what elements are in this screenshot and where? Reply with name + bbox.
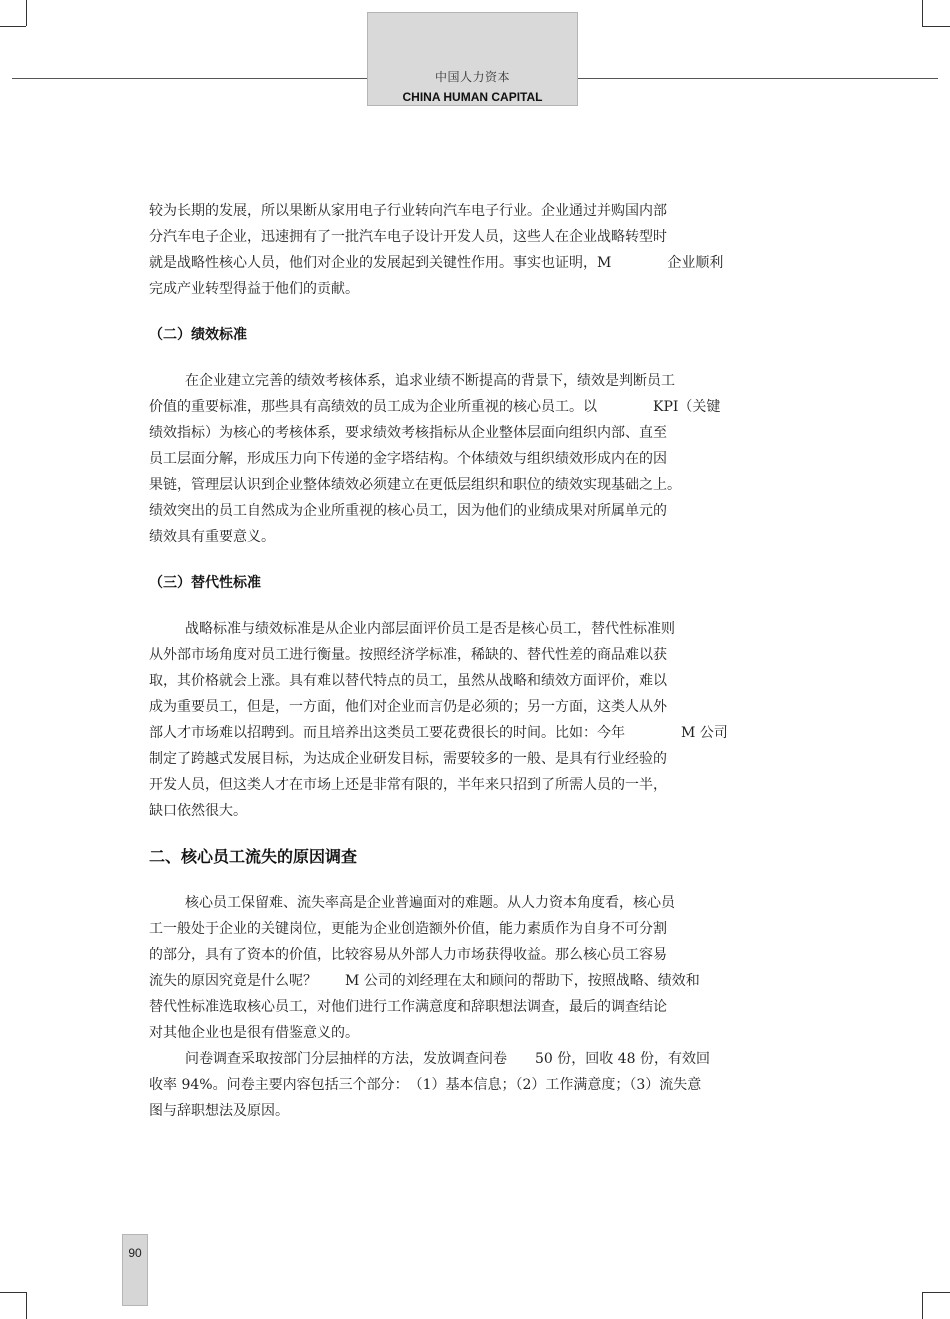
crop-mark-bottom-left-horizontal <box>0 1292 26 1293</box>
text-line: 部人才市场难以招聘到。而且培养出这类员工要花费很长的时间。比如：今年 M 公司 <box>149 725 728 741</box>
text-line: 员工层面分解，形成压力向下传递的金字塔结构。个体绩效与组织绩效形成内在的因 <box>149 451 667 467</box>
text-line: 成为重要员工，但是，一方面，他们对企业而言仍是必须的；另一方面，这类人从外 <box>149 699 667 715</box>
text-line: 较为长期的发展，所以果断从家用电子行业转向汽车电子行业。企业通过并购国内部 <box>149 203 667 219</box>
text-line: 开发人员，但这类人才在市场上还是非常有限的，半年来只招到了所需人员的一半， <box>149 777 667 793</box>
page-number: 90 <box>128 1246 142 1260</box>
crop-mark-bottom-right-horizontal <box>922 1292 950 1293</box>
text-line: 取，其价格就会上涨。具有难以替代特点的员工，虽然从战略和绩效方面评价，难以 <box>149 673 667 689</box>
section-heading-turnover-survey: 二、核心员工流失的原因调查 <box>149 847 358 866</box>
journal-title-chinese: 中国人力资本 <box>434 70 510 84</box>
header-rule-right <box>578 78 938 79</box>
text-line: 收率 94%。问卷主要内容包括三个部分： （1）基本信息；（2）工作满意度；（3）流失意 <box>149 1077 702 1093</box>
text-line: 果链，管理层认识到企业整体绩效必须建立在更低层组织和职位的绩效实现基础之上。 <box>149 477 681 493</box>
subheading-performance-standard: （二）绩效标准 <box>149 327 247 343</box>
text-line: 流失的原因究竟是什么呢？ M 公司的刘经理在太和顾问的帮助下，按照战略、绩效和 <box>149 973 700 989</box>
journal-title-english: CHINA HUMAN CAPITAL <box>402 90 543 104</box>
paragraph-performance-standard <box>149 368 799 550</box>
paragraph-substitutability-standard <box>149 616 799 824</box>
text-line: 的部分，具有了资本的价值，比较容易从外部人力市场获得收益。那么核心员工容易 <box>149 947 667 963</box>
text-line: 就是战略性核心人员，他们对企业的发展起到关键性作用。事实也证明，M 企业顺利 <box>149 255 724 271</box>
text-line: 战略标准与绩效标准是从企业内部层面评价员工是否是核心员工，替代性标准则 <box>185 621 675 637</box>
text-line: 分汽车电子企业，迅速拥有了一批汽车电子设计开发人员，这些人在企业战略转型时 <box>149 229 667 245</box>
crop-mark-top-left-horizontal <box>0 26 26 27</box>
text-line: 绩效具有重要意义。 <box>149 529 275 545</box>
text-line: 缺口依然很大。 <box>149 803 247 819</box>
text-line: 绩效突出的员工自然成为企业所重视的核心员工，因为他们的业绩成果对所属单元的 <box>149 503 667 519</box>
subheading-substitutability-standard: （三）替代性标准 <box>149 575 261 591</box>
paragraph-turnover-survey <box>149 890 799 1046</box>
article-body <box>149 198 799 1124</box>
text-line: 核心员工保留难、流失率高是企业普遍面对的难题。从人力资本角度看，核心员 <box>185 895 675 911</box>
paragraph-strategic-continuation <box>149 198 799 302</box>
text-line: 图与辞职想法及原因。 <box>149 1103 289 1119</box>
text-line: 替代性标准选取核心员工，对他们进行工作满意度和辞职想法调查，最后的调查结论 <box>149 999 667 1015</box>
crop-mark-top-right-horizontal <box>922 26 950 27</box>
crop-mark-top-left-vertical <box>26 0 27 26</box>
header-rule-left <box>12 78 368 79</box>
text-line: 制定了跨越式发展目标，为达成企业研发目标，需要较多的一般、是具有行业经验的 <box>149 751 667 767</box>
text-line: 对其他企业也是很有借鉴意义的。 <box>149 1025 359 1041</box>
journal-header-box <box>367 12 578 106</box>
crop-mark-top-right-vertical <box>922 0 923 26</box>
crop-mark-bottom-left-vertical <box>26 1292 27 1319</box>
text-line: 价值的重要标准，那些具有高绩效的员工成为企业所重视的核心员工。以 KPI（关键 <box>149 399 721 415</box>
text-line: 完成产业转型得益于他们的贡献。 <box>149 281 359 297</box>
paragraph-questionnaire-method <box>149 1046 799 1124</box>
text-line: 工一般处于企业的关键岗位，更能为企业创造额外价值，能力素质作为自身不可分割 <box>149 921 667 937</box>
text-line: 在企业建立完善的绩效考核体系，追求业绩不断提高的背景下，绩效是判断员工 <box>185 373 675 389</box>
page-number-tab <box>122 1234 148 1306</box>
text-line: 从外部市场角度对员工进行衡量。按照经济学标准，稀缺的、替代性差的商品难以获 <box>149 647 667 663</box>
text-line: 问卷调查采取按部门分层抽样的方法，发放调查问卷 50 份，回收 48 份，有效回 <box>185 1051 710 1067</box>
crop-mark-bottom-right-vertical <box>922 1292 923 1319</box>
text-line: 绩效指标）为核心的考核体系，要求绩效考核指标从企业整体层面向组织内部、直至 <box>149 425 667 441</box>
